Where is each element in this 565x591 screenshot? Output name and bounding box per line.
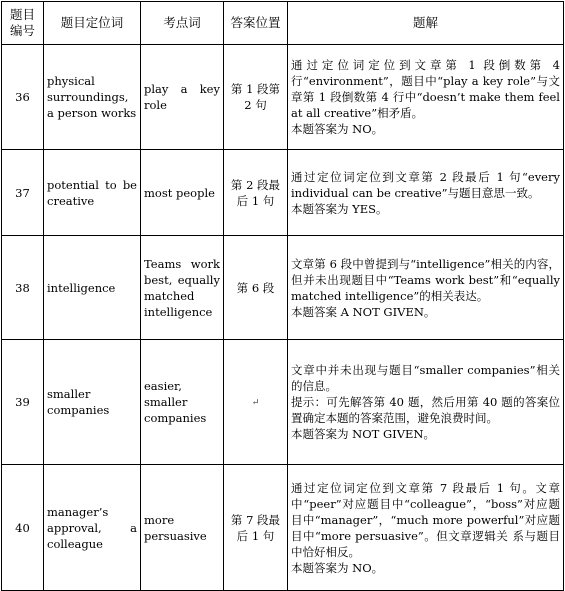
test-point-cell: easier, smaller companies xyxy=(141,340,224,465)
header-row xyxy=(2,2,564,45)
question-number: 40 xyxy=(2,465,44,591)
header-keyword: 题目定位词 xyxy=(44,2,141,45)
test-point-cell: most people xyxy=(141,150,224,236)
keyword-cell: potential to be creative xyxy=(44,150,141,236)
question-number: 36 xyxy=(2,45,44,150)
keyword-cell: physical surroundings, a person works xyxy=(44,45,141,150)
table-row xyxy=(2,236,564,340)
question-number: 37 xyxy=(2,150,44,236)
paragraph-mark: ↵ xyxy=(251,398,260,408)
table-row xyxy=(2,45,564,150)
explanation-cell xyxy=(288,465,564,591)
header-question-number: 题目编号 xyxy=(2,2,44,45)
explanation-answer: 本题答案为 NO。 xyxy=(291,560,384,575)
header-explanation: 题解 xyxy=(288,2,564,45)
header-answer-position: 答案位置 xyxy=(224,2,288,45)
question-number: 39 xyxy=(2,340,44,465)
answer-position-cell: 第 1 段第 2 句 xyxy=(224,45,288,150)
explanation-line: 文章第 6 段中曾提到与“intelligence”相关的内容，但并未出现题目中“Teams work best”和“equally matched intelligence”的相关表达。 xyxy=(291,256,560,303)
explanation-line: 文章中并未出现与题目“smaller companies”相关的信息。 xyxy=(291,363,560,393)
explanation-cell xyxy=(288,45,564,150)
answer-position-cell: 第 7 段最后 1 句 xyxy=(224,465,288,591)
answer-position-cell: 第 2 段最后 1 句 xyxy=(224,150,288,236)
table-row xyxy=(2,150,564,236)
test-point-cell: play a key role xyxy=(141,45,224,150)
explanation-line: 通过定位词定位到文章第 1 段倒数第 4 行“environment”，题目中“play a key role”与文章第 1 段倒数第 4 行中“doesn’t make them feel at all creative”相矛盾。 xyxy=(291,58,560,120)
explanation-answer: 本题答案为 YES。 xyxy=(291,201,388,216)
explanation-answer: 本题答案 A NOT GIVEN。 xyxy=(291,304,436,319)
answer-position-cell xyxy=(224,340,288,465)
header-test-point: 考点词 xyxy=(141,2,224,45)
explanation-line: 通过定位词定位到文章第 7 段最后 1 句。文章中“peer”对应题目中“colleague”，“boss”对应题目中“manager”，“much more powerful”对应题目中“more persuasive”。但文章逻辑关 系与题目中恰好相反。 xyxy=(291,480,560,559)
explanation-answer: 本题答案为 NO。 xyxy=(291,122,384,136)
explanation-line: 通过定位词定位到文章第 2 段最后 1 句“every individual can be creative”与题目意思一致。 xyxy=(291,169,560,200)
explanation-cell xyxy=(288,340,564,465)
answer-position-cell: 第 6 段 xyxy=(224,236,288,340)
test-point-cell: Teams work best, equally matched intelligence xyxy=(141,236,224,340)
explanation-hint: 提示：可先解答第 40 题，然后用第 40 题的答案位置确定本题的答案范围，避免浪费时间。 xyxy=(291,395,560,425)
answer-table xyxy=(1,1,564,591)
explanation-answer: 本题答案为 NOT GIVEN。 xyxy=(291,427,435,441)
question-number: 38 xyxy=(2,236,44,340)
table-row xyxy=(2,340,564,465)
keyword-cell: intelligence xyxy=(44,236,141,340)
keyword-cell: manager’s approval, a colleague xyxy=(44,465,141,591)
explanation-cell xyxy=(288,236,564,340)
keyword-cell: smaller companies xyxy=(44,340,141,465)
test-point-cell: more persuasive xyxy=(141,465,224,591)
table-row xyxy=(2,465,564,591)
explanation-cell xyxy=(288,150,564,236)
